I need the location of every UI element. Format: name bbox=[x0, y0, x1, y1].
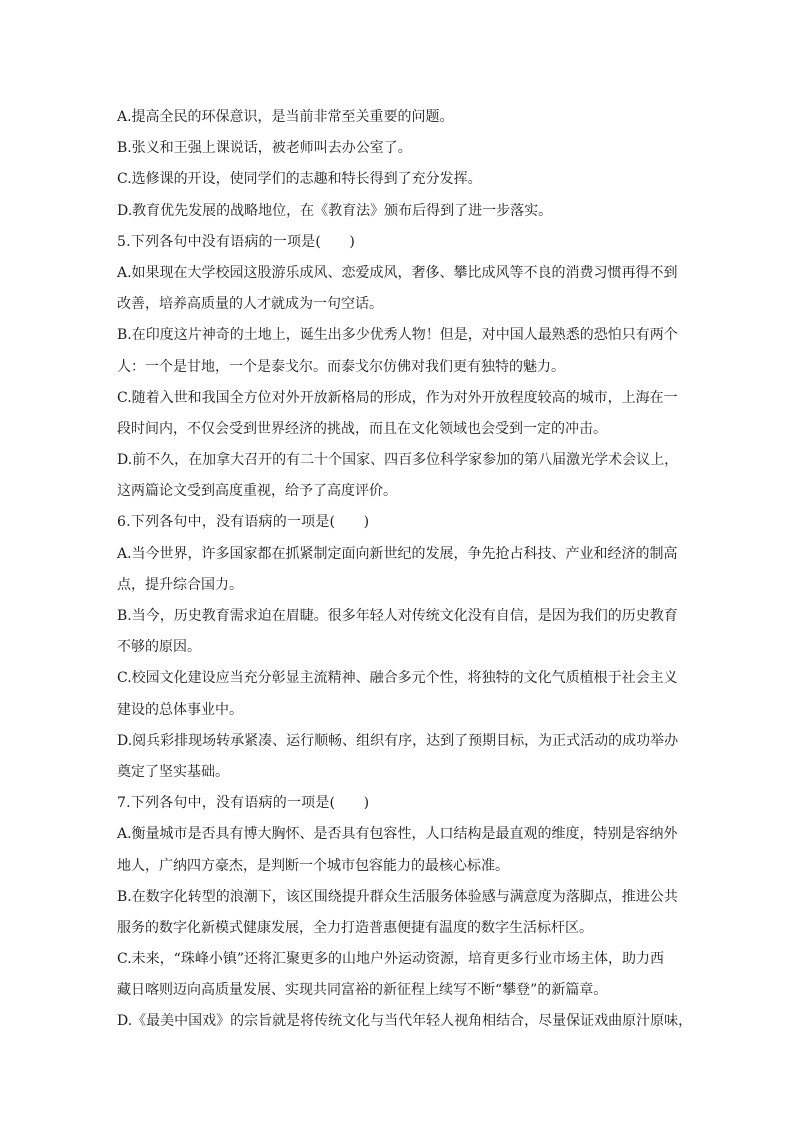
option-b-q6-line1: B.当今，历史教育需求迫在眉睫。很多年轻人对传统文化没有自信，是因为我们的历史教育 bbox=[117, 608, 678, 624]
option-d-q5-line2: 这两篇论文受到高度重视，给予了高度评价。 bbox=[117, 483, 397, 500]
option-d-q7-line1: D.《最美中国戏》的宗旨就是将传统文化与当代年轻人视角相结合，尽量保证戏曲原汁原味， bbox=[117, 1013, 693, 1030]
option-b-q7-line2: 服务的数字化新模式健康发展，全力打造普惠便捷有温度的数字生活标杆区。 bbox=[117, 919, 593, 936]
option-c-q5-line1: C.随着入世和我国全方位对外开放新格局的形成，作为对外开放程度较高的城市，上海在一 bbox=[117, 389, 678, 406]
option-c-q5-line2: 段时间内，不仅会受到世界经济的挑战，而且在文化领域也会受到一定的冲击。 bbox=[117, 420, 607, 437]
option-c-q7-line1: C.未来，“珠峰小镇”还将汇聚更多的山地户外运动资源，培育更多行业市场主体，助力西 bbox=[117, 951, 664, 968]
option-c-q7-line2: 藏日喀则迈向高质量发展、实现共同富裕的新征程上续写不断“攀登”的新篇章。 bbox=[117, 982, 608, 999]
option-c-q6-line2: 建设的总体事业中。 bbox=[117, 701, 243, 718]
option-b-q4: B.张义和王强上课说话，被老师叫去办公室了。 bbox=[117, 140, 412, 157]
option-a-q5-line2: 改善，培养高质量的人才就成为一句空话。 bbox=[117, 296, 383, 313]
option-c-q4: C.选修课的开设，使同学们的志趣和特长得到了充分发挥。 bbox=[117, 171, 482, 188]
option-c-q6-line1: C.校园文化建设应当充分彰显主流精神、融合多元个性，将独特的文化气质植根于社会主义 bbox=[117, 670, 678, 687]
option-d-q6-line2: 奠定了坚实基础。 bbox=[117, 763, 229, 780]
option-a-q6-line2: 点，提升综合国力。 bbox=[117, 576, 243, 593]
question-6: 6.下列各句中，没有语病的一项是( ) bbox=[117, 514, 370, 531]
option-d-q6-line1: D.阅兵彩排现场转承紧凑、运行顺畅、组织有序，达到了预期目标，为正式活动的成功举办 bbox=[117, 732, 679, 749]
option-b-q7-line1: B.在数字化转型的浪潮下，该区围绕提升群众生活服务体验感与满意度为落脚点，推进公共 bbox=[117, 888, 678, 905]
question-7: 7.下列各句中，没有语病的一项是( ) bbox=[117, 795, 370, 812]
option-d-q5-line1: D.前不久，在加拿大召开的有二十个国家、四百多位科学家参加的第八届激光学术会议上， bbox=[117, 452, 679, 469]
option-b-q5-line2: 人：一个是甘地，一个是泰戈尔。而泰戈尔仿佛对我们更有独特的魅力。 bbox=[117, 358, 565, 375]
question-5: 5.下列各句中没有语病的一项是( ) bbox=[117, 233, 356, 250]
option-a-q7-line2: 地人，广纳四方豪杰，是判断一个城市包容能力的最核心标准。 bbox=[117, 857, 509, 874]
option-a-q5-line1: A.如果现在大学校园这股游乐成风、恋爱成风，奢侈、攀比成风等不良的消费习惯再得不到 bbox=[117, 264, 678, 281]
option-a-q6-line1: A.当今世界，许多国家都在抓紧制定面向新世纪的发展，争先抢占科技、产业和经济的制高 bbox=[117, 545, 678, 562]
option-a-q7-line1: A.衡量城市是否具有博大胸怀、是否具有包容性，人口结构是最直观的维度，特别是容纳外 bbox=[117, 826, 678, 843]
document-page bbox=[117, 102, 693, 1038]
option-d-q4: D.教育优先发展的战略地位，在《教育法》颁布后得到了进一步落实。 bbox=[117, 202, 553, 219]
option-b-q6-line2: 不够的原因。 bbox=[117, 639, 201, 656]
option-b-q5-line1: B.在印度这片神奇的土地上，诞生出多少优秀人物！但是，对中国人最熟悉的恐怕只有两个 bbox=[117, 327, 678, 344]
option-a-q4: A.提高全民的环保意识，是当前非常至关重要的问题。 bbox=[117, 109, 454, 125]
